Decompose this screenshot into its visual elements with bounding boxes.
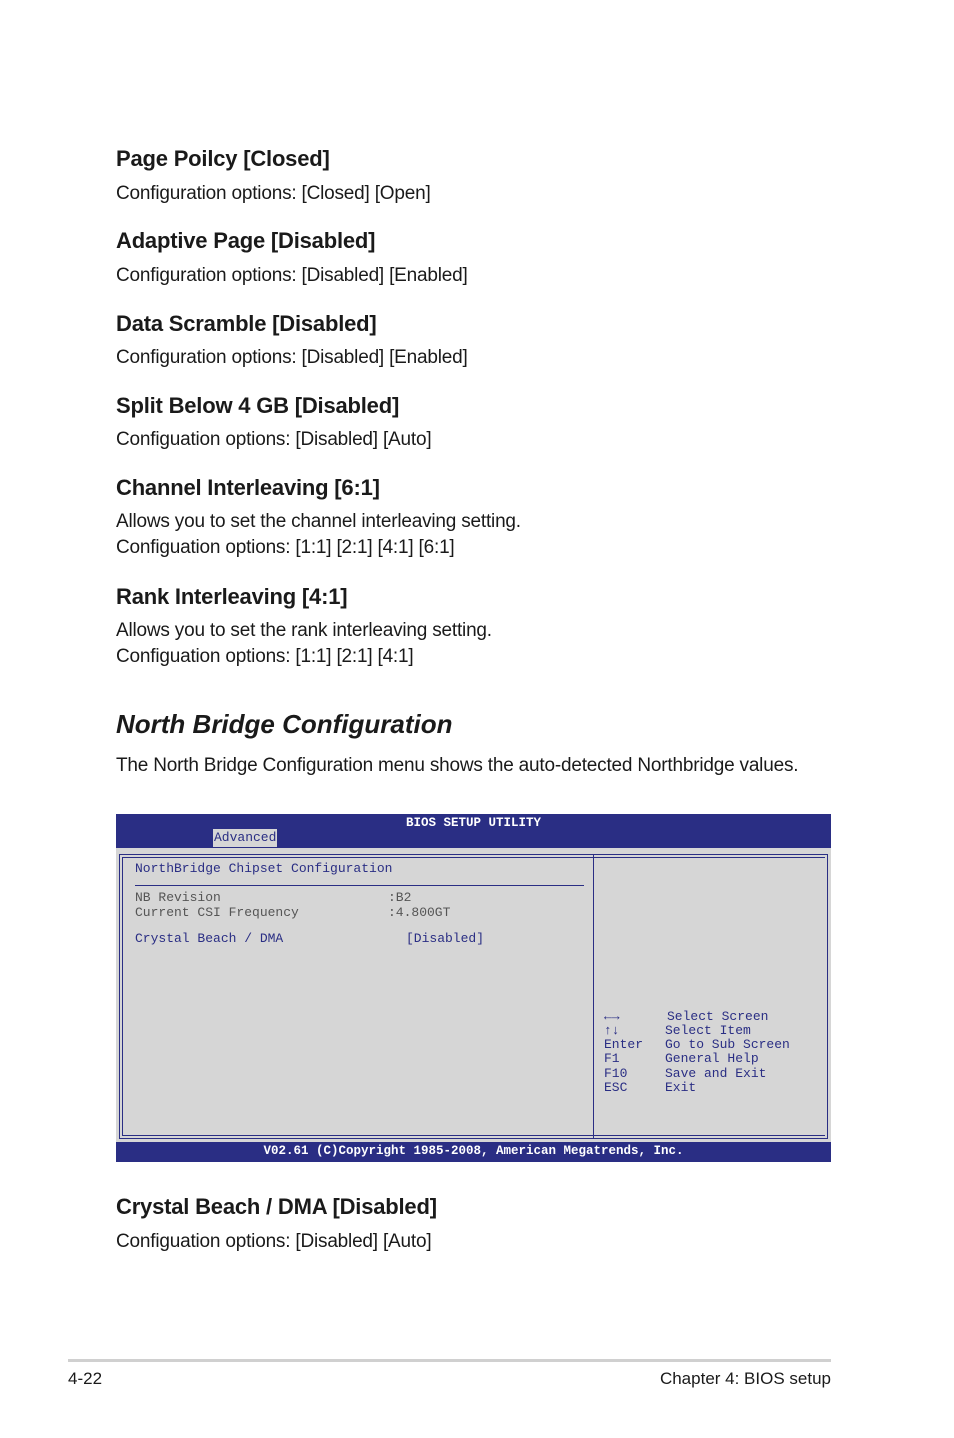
- setting-heading-split-below: Split Below 4 GB [Disabled]: [116, 393, 400, 418]
- bios-frame: [119, 854, 828, 1139]
- bios-tab-advanced[interactable]: Advanced: [214, 830, 277, 845]
- bios-key: ESC: [604, 1080, 628, 1095]
- setting-options-adaptive-page: Configuration options: [Disabled] [Enabled]: [116, 265, 468, 286]
- bios-key-action: Go to Sub Screen: [665, 1037, 790, 1052]
- bios-key-action: Select Item: [665, 1023, 751, 1038]
- footer-rule: [68, 1359, 831, 1362]
- bios-copyright: V02.61 (C)Copyright 1985-2008, American Megatrends, Inc.: [263, 1144, 684, 1158]
- bios-key-action: Select Screen: [667, 1009, 769, 1024]
- setting-heading-adaptive-page: Adaptive Page [Disabled]: [116, 228, 376, 253]
- bios-key: F10: [604, 1066, 628, 1081]
- bios-panel-title: NorthBridge Chipset Configuration: [135, 861, 393, 876]
- bios-header: [116, 814, 831, 848]
- page-number: 4-22: [68, 1369, 103, 1388]
- setting-heading-channel-interleaving: Channel Interleaving [6:1]: [116, 475, 380, 500]
- setting-heading-data-scramble: Data Scramble [Disabled]: [116, 311, 377, 336]
- bios-key: ↑↓: [604, 1023, 620, 1038]
- section-intro: The North Bridge Configuration menu shows the auto-detected Northbridge values.: [116, 755, 799, 776]
- bios-row-label: Current CSI Frequency: [135, 905, 299, 920]
- setting-heading-crystal-beach: Crystal Beach / DMA [Disabled]: [116, 1194, 437, 1219]
- setting-options-split-below: Configuation options: [Disabled] [Auto]: [116, 429, 432, 450]
- setting-heading-rank-interleaving: Rank Interleaving [4:1]: [116, 584, 348, 609]
- bios-screen: [116, 814, 831, 1162]
- bios-key-action: Save and Exit: [665, 1066, 767, 1081]
- bios-panel-rule: [135, 885, 584, 886]
- setting-heading-page-policy: Page Poilcy [Closed]: [116, 146, 330, 171]
- setting-options-channel-interleaving: Configuation options: [1:1] [2:1] [4:1] [6:1]: [116, 537, 455, 558]
- setting-desc-rank-interleaving: Allows you to set the rank interleaving setting.: [116, 620, 492, 641]
- section-title: North Bridge Configuration: [116, 709, 453, 739]
- bios-divider: [593, 854, 594, 1139]
- bios-row-label: NB Revision: [135, 890, 221, 905]
- bios-row-value: :B2: [388, 890, 412, 905]
- setting-options-rank-interleaving: Configuation options: [1:1] [2:1] [4:1]: [116, 646, 414, 667]
- bios-title: BIOS SETUP UTILITY: [405, 816, 542, 830]
- bios-option-crystal-beach[interactable]: Crystal Beach / DMA: [135, 931, 284, 946]
- bios-key-action: General Help: [665, 1051, 759, 1066]
- bios-row-value: :4.800GT: [388, 905, 451, 920]
- bios-footer: [116, 1142, 831, 1162]
- bios-option-crystal-beach-value[interactable]: [Disabled]: [406, 931, 485, 946]
- bios-key-action: Exit: [665, 1080, 697, 1095]
- bios-key: F1: [604, 1051, 620, 1066]
- bios-key: ←→: [604, 1009, 620, 1024]
- bios-key: Enter: [604, 1037, 644, 1052]
- setting-options-crystal-beach: Configuation options: [Disabled] [Auto]: [116, 1231, 432, 1252]
- setting-options-page-policy: Configuration options: [Closed] [Open]: [116, 183, 431, 204]
- setting-desc-channel-interleaving: Allows you to set the channel interleaving setting.: [116, 511, 521, 532]
- setting-options-data-scramble: Configuration options: [Disabled] [Enabled]: [116, 347, 468, 368]
- chapter-title: Chapter 4: BIOS setup: [659, 1369, 831, 1388]
